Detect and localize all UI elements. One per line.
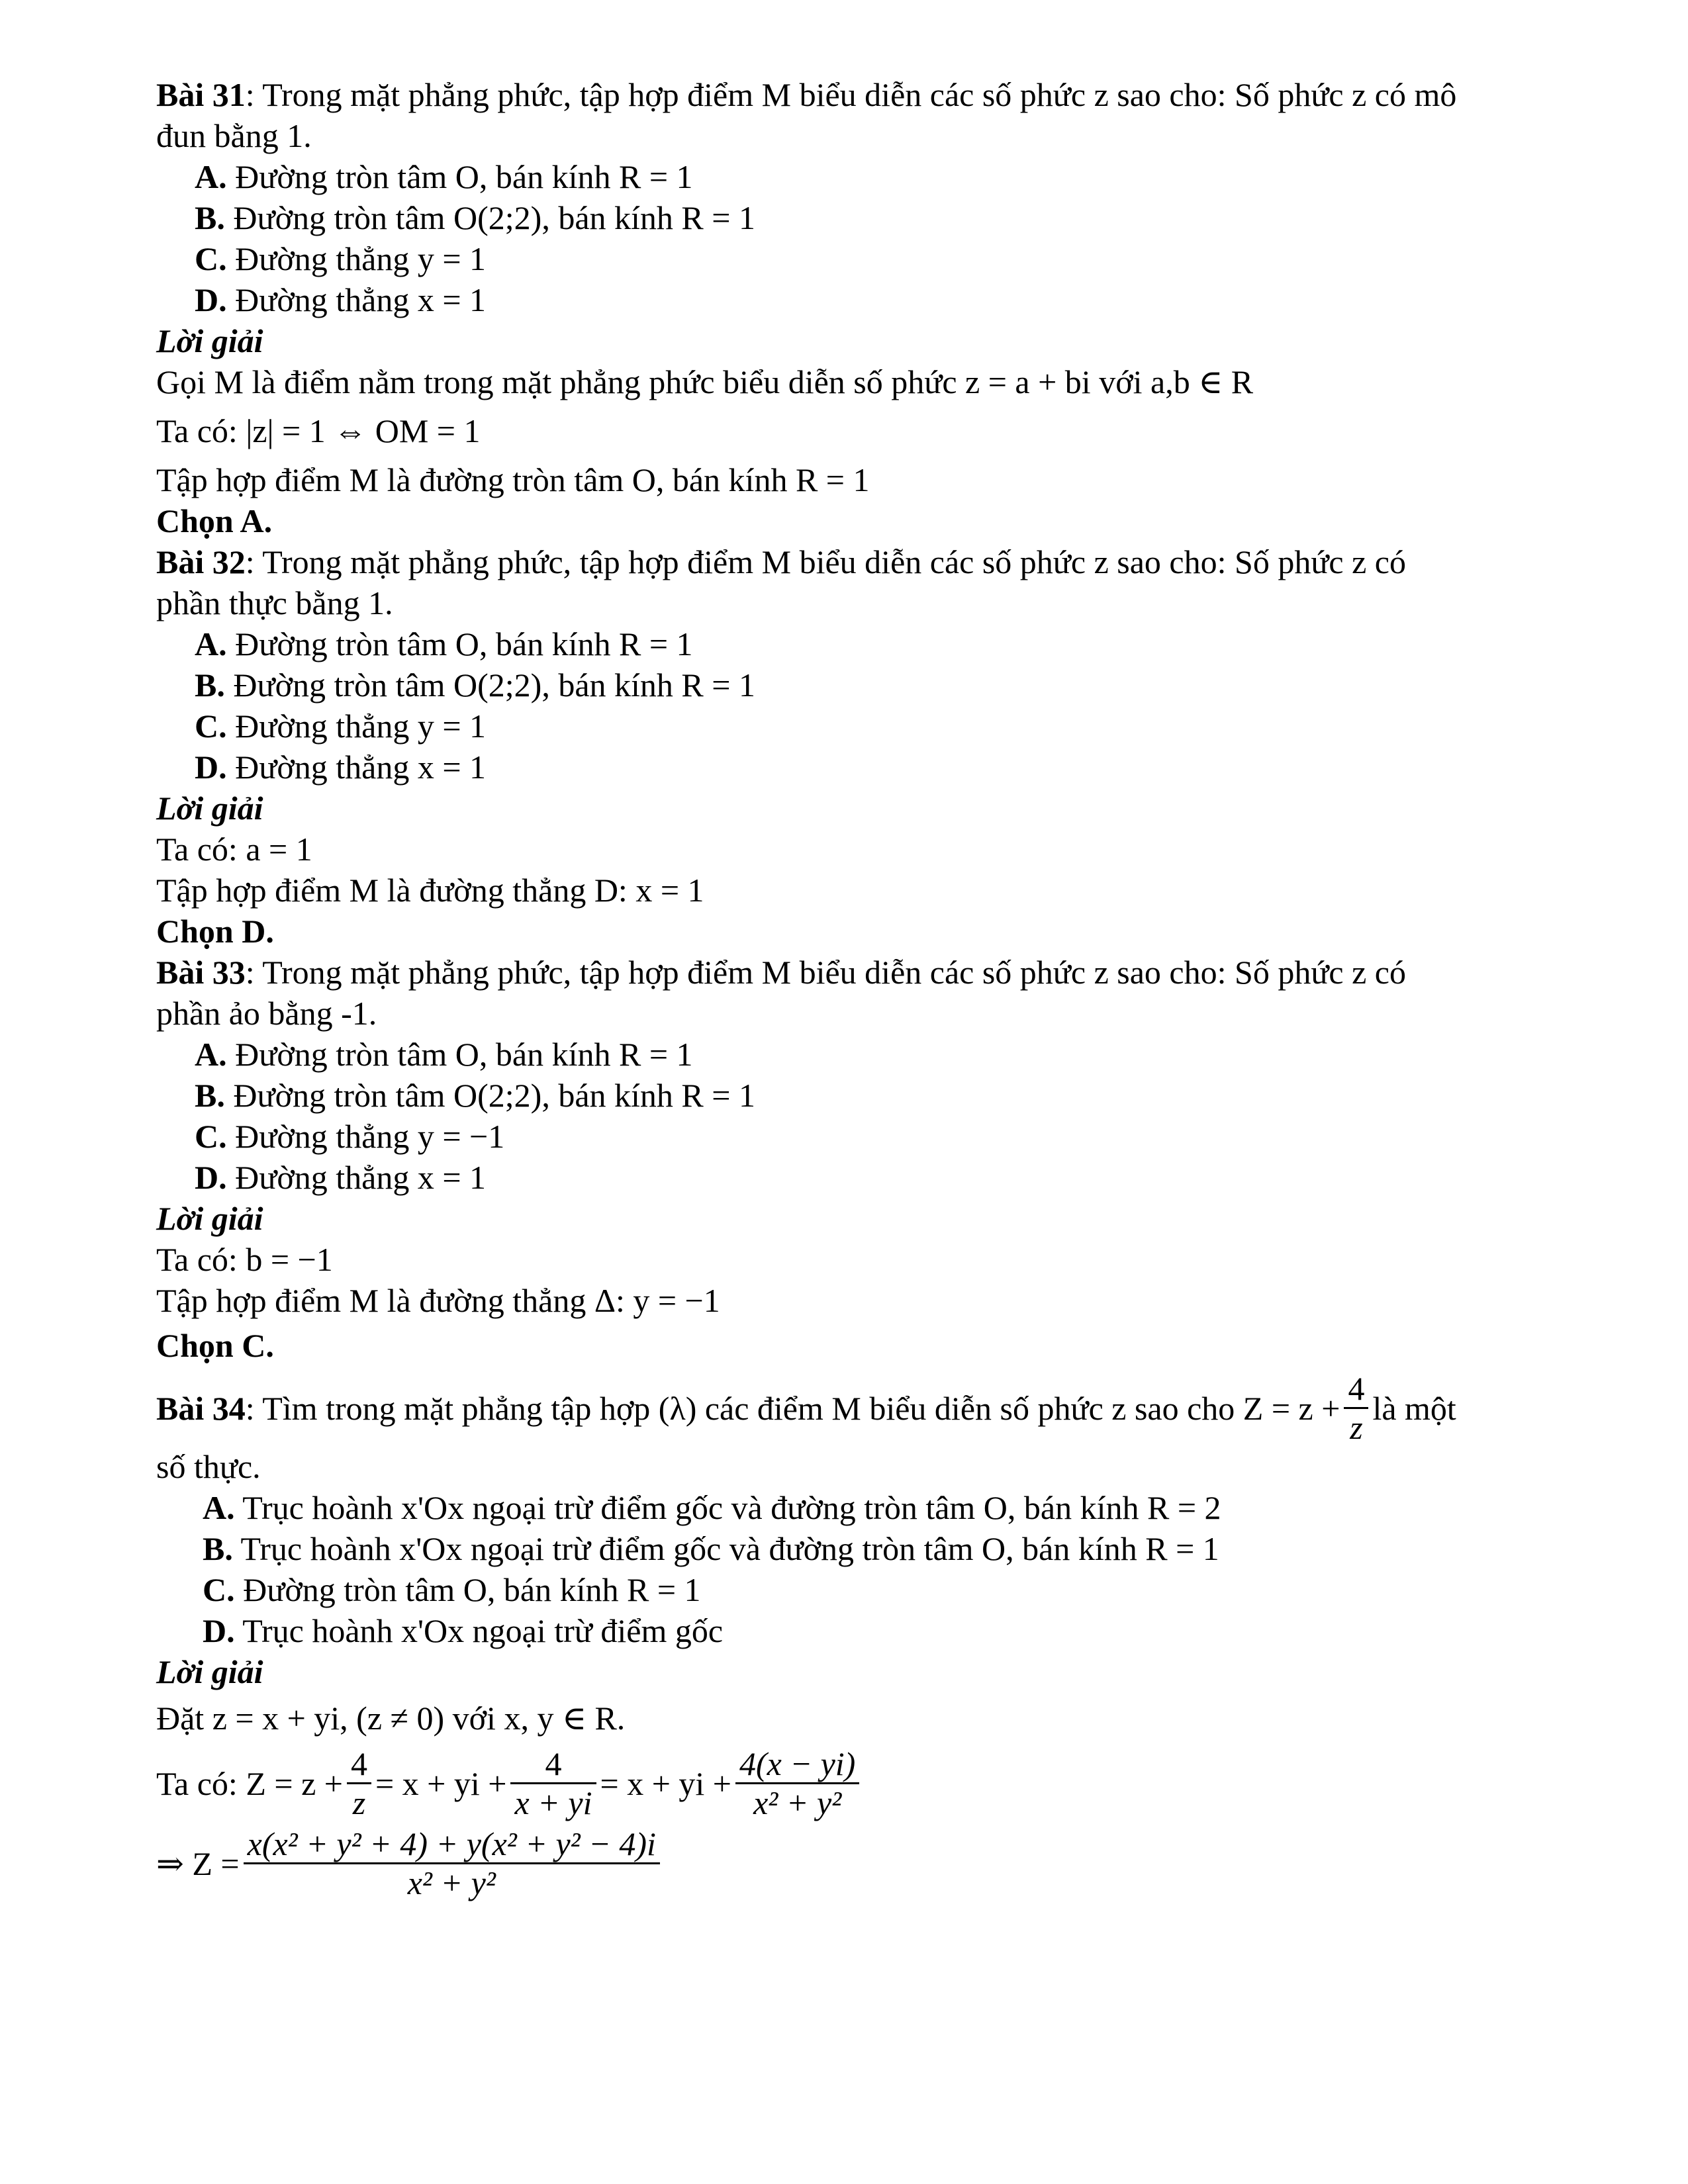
problem-31-solution-line-3: Tập hợp điểm M là đường tròn tâm O, bán kính R = 1 [156,461,870,498]
option-letter: C. [195,1118,227,1155]
problem-32-option-c [156,705,1589,747]
problem-31-option-a [156,156,1589,197]
equation-text: = x + yi + [375,1764,507,1802]
problem-31-answer: Chọn A. [156,502,273,539]
fraction-numerator: 4 [1344,1370,1368,1409]
problem-32-option-a [156,623,1589,664]
problem-34-stem-line-2: số thực. [156,1448,261,1485]
option-text: Đường thẳng y = 1 [235,240,487,277]
option-letter: B. [203,1530,233,1567]
problem-31-option-c [156,238,1589,279]
equation-fraction [735,1745,859,1821]
problem-33-solution-label: Lời giải [156,1200,263,1237]
option-text: Đường thẳng x = 1 [235,1159,487,1196]
equation-text: = x + yi + [600,1764,731,1802]
problem-34-option-c [156,1569,1589,1610]
option-text: Đường thẳng y = −1 [235,1118,505,1155]
option-letter: D. [195,281,227,318]
problem-31-title: Bài 31 [156,76,246,113]
problem-33-option-b [156,1075,1589,1116]
fraction-denominator: x² + y² [753,1784,842,1821]
option-text: Đường tròn tâm O(2;2), bán kính R = 1 [233,1077,755,1114]
option-text: Đường tròn tâm O, bán kính R = 1 [235,1036,693,1073]
problem-33-answer: Chọn C. [156,1327,274,1364]
problem-32-solution-label: Lời giải [156,790,263,827]
option-text: Trục hoành x'Ox ngoại trừ điểm gốc và đường tròn tâm O, bán kính R = 2 [242,1489,1221,1526]
fraction-numerator: x(x² + y² + 4) + y(x² + y² − 4)i [244,1825,660,1864]
problem-34-option-a [156,1487,1589,1528]
equation-fraction [347,1745,371,1821]
problem-32-option-d [156,747,1589,788]
problem-33-option-d [156,1157,1589,1198]
option-letter: B. [195,199,225,236]
option-letter: A. [203,1489,235,1526]
option-text: Trục hoành x'Ox ngoại trừ điểm gốc [242,1612,724,1649]
equation-fraction [244,1825,660,1901]
option-text: Đường thẳng y = 1 [235,707,487,745]
problem-34-stem: : Tìm trong mặt phẳng tập hợp (λ) các điểm M biểu diễn số phức z sao cho Z = z + [245,1389,1340,1427]
problem-33-solution-line-2: Tập hợp điểm M là đường thẳng Δ: y = −1 [156,1282,720,1319]
problem-34-equation-2 [156,1825,1589,1901]
problem-32-title: Bài 32 [156,543,246,580]
problem-33-stem-line-1 [156,952,1589,993]
option-letter: D. [203,1612,235,1649]
problem-32-stem-line-1 [156,541,1589,582]
option-letter: C. [203,1571,235,1608]
problem-34-solution-line-1: Đặt z = x + yi, (z ≠ 0) với x, y ∈ R. [156,1700,626,1737]
problem-31-solution-line-1: Gọi M là điểm nằm trong mặt phẳng phức biểu diễn số phức z = a + bi với a,b ∈ R [156,363,1254,400]
problem-32-answer: Chọn D. [156,913,274,950]
option-letter: B. [195,666,225,704]
equation-text: ⇒ Z = [156,1844,240,1882]
option-text: Đường thẳng x = 1 [235,281,487,318]
problem-32-stem: : Trong mặt phẳng phức, tập hợp điểm M biểu diễn các số phức z sao cho: Số phức z có [245,543,1406,580]
problem-32-solution-line-1: Ta có: a = 1 [156,831,312,868]
fraction-denominator: z [1350,1409,1363,1446]
problem-34-stem-line-1 [156,1370,1589,1446]
problem-31-solution-label: Lời giải [156,322,263,359]
problem-32-stem-line-2: phần thực bằng 1. [156,584,393,621]
option-text: Đường tròn tâm O, bán kính R = 1 [235,625,693,662]
fraction-denominator: x² + y² [407,1864,496,1901]
problem-34-title: Bài 34 [156,1389,246,1427]
option-text: Đường tròn tâm O, bán kính R = 1 [243,1571,701,1608]
problem-33-stem-line-2: phần ảo bằng -1. [156,995,377,1032]
option-letter: D. [195,749,227,786]
problem-34-option-b [156,1528,1589,1569]
fraction-numerator: 4 [510,1745,596,1784]
option-letter: A. [195,1036,227,1073]
option-letter: D. [195,1159,227,1196]
option-letter: C. [195,240,227,277]
problem-31-stem: : Trong mặt phẳng phức, tập hợp điểm M biểu diễn các số phức z sao cho: Số phức z có mô [245,76,1457,113]
problem-33-stem: : Trong mặt phẳng phức, tập hợp điểm M biểu diễn các số phức z sao cho: Số phức z có [245,954,1406,991]
option-text: Đường tròn tâm O(2;2), bán kính R = 1 [233,666,755,704]
problem-34-stem-fraction [1344,1370,1368,1446]
problem-34-equation-1 [156,1745,1589,1821]
problem-31-solution-line-2: Ta có: |z| = 1 ⇔ OM = 1 [156,412,481,449]
fraction-denominator: z [352,1784,366,1821]
option-text: Đường thẳng x = 1 [235,749,487,786]
option-text: Đường tròn tâm O(2;2), bán kính R = 1 [233,199,755,236]
problem-31-stem-line-2: đun bằng 1. [156,117,312,154]
problem-33-title: Bài 33 [156,954,246,991]
problem-33-option-c [156,1116,1589,1157]
option-letter: C. [195,707,227,745]
option-text: Đường tròn tâm O, bán kính R = 1 [235,158,693,195]
problem-32-solution-line-2: Tập hợp điểm M là đường thẳng D: x = 1 [156,872,704,909]
fraction-numerator: 4 [347,1745,371,1784]
problem-31-option-d [156,279,1589,320]
option-letter: B. [195,1077,225,1114]
option-letter: A. [195,158,227,195]
problem-34-solution-label: Lời giải [156,1653,263,1690]
option-letter: A. [195,625,227,662]
problem-33-solution-line-1: Ta có: b = −1 [156,1241,333,1278]
problem-31-stem-line-1 [156,74,1589,115]
equation-fraction [510,1745,596,1821]
problem-32-option-b [156,664,1589,705]
problem-34-stem-end: là một [1372,1389,1456,1427]
problem-33-option-a [156,1034,1589,1075]
problem-31-option-b [156,197,1589,238]
fraction-numerator: 4(x − yi) [735,1745,859,1784]
option-text: Trục hoành x'Ox ngoại trừ điểm gốc và đường tròn tâm O, bán kính R = 1 [240,1530,1219,1567]
equation-text: Ta có: Z = z + [156,1764,343,1802]
fraction-denominator: x + yi [514,1784,592,1821]
problem-34-option-d [156,1610,1589,1651]
